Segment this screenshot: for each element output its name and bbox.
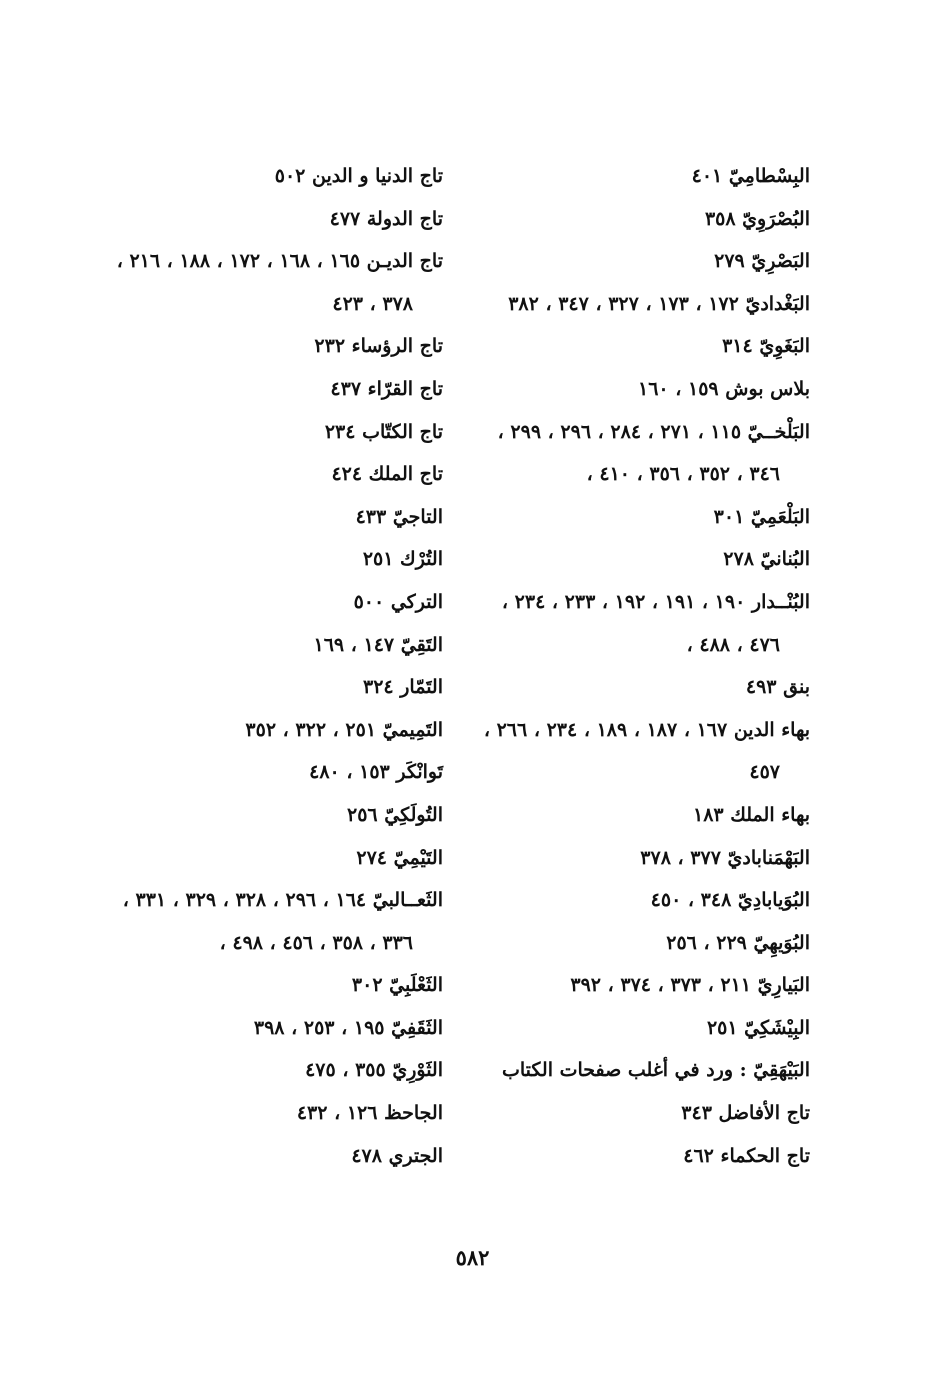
index-entry: تاج الكتّاب ٢٣٤: [324, 420, 443, 443]
index-entry: التُرْك ٢٥١: [362, 548, 443, 571]
index-entry: البَلْخــيّ ١١٥ ، ٢٧١ ، ٢٨٤ ، ٢٩٦ ، ٢٩٩ ،: [497, 420, 810, 443]
index-entry: البَيْهَقِيّ : ورد في أغلب صفحات الكتاب: [502, 1059, 810, 1082]
index-entry: التَمِيميّ ٢٥١ ، ٣٢٢ ، ٣٥٢: [245, 718, 443, 741]
page-number: ٥٨٢: [455, 1245, 490, 1270]
index-entry: البُوَيهِيّ ٢٢٩ ، ٢٥٦: [666, 931, 810, 954]
index-entry: الثَعــالبيّ ١٦٤ ، ٢٩٦ ، ٣٢٨ ، ٣٢٩ ، ٣٣١ ،: [122, 889, 443, 912]
index-entry: الجتري ٤٧٨: [351, 1144, 443, 1167]
index-entry: بهاء الدين ١٦٧ ، ١٨٧ ، ١٨٩ ، ٢٣٤ ، ٢٦٦ ،: [483, 718, 810, 741]
index-entry: البَهْمَناباديّ ٣٧٧ ، ٣٧٨: [640, 846, 810, 869]
index-entry: التُولَكِيّ ٢٥٦: [347, 803, 443, 826]
index-column-right: [460, 155, 810, 1177]
index-entry: البُوَيابادِيّ ٣٤٨ ، ٤٥٠: [650, 889, 810, 912]
index-entry: تاج الديـن ١٦٥ ، ١٦٨ ، ١٧٢ ، ١٨٨ ، ٢١٦ ،: [116, 250, 443, 273]
index-entry: تاج الحكماء ٤٦٢: [683, 1144, 810, 1167]
index-entry: تاج الأفاضل ٣٤٣: [681, 1102, 810, 1125]
index-entry: البَغَوِيّ ٣١٤: [722, 335, 810, 358]
index-entry: الجاحظ ١٢٦ ، ٤٣٢: [296, 1102, 443, 1125]
index-entry: بهاء الملك ١٨٣: [693, 803, 810, 826]
index-entry: تاج القرّاء ٤٣٧: [330, 377, 443, 400]
index-entry: البُنانيّ ٢٧٨: [723, 548, 810, 571]
index-entry: بلاس بوش ١٥٩ ، ١٦٠: [638, 377, 810, 400]
index-entry: ٣٧٨ ، ٤٢٣: [332, 292, 413, 315]
index-entry: ٤٥٧: [749, 761, 780, 784]
index-entry: الثَعْلَبِيّ ٣٠٢: [351, 974, 443, 997]
index-entry: البَلْعَمِيّ ٣٠١: [713, 505, 810, 528]
index-column-left: [93, 155, 443, 1177]
index-entry: البُنْــدار ١٩٠ ، ١٩١ ، ١٩٢ ، ٢٣٣ ، ٢٣٤ ،: [501, 590, 810, 613]
index-entry: التاجيّ ٤٣٣: [355, 505, 443, 528]
index-entry: تَوانْكَر ١٥٣ ، ٤٨٠: [309, 761, 443, 784]
index-entry: التَقِيّ ١٤٧ ، ١٦٩: [313, 633, 443, 656]
index-entry: الثَوْرِيّ ٣٥٥ ، ٤٧٥: [305, 1059, 443, 1082]
index-entry: ٣٤٦ ، ٣٥٢ ، ٣٥٦ ، ٤١٠ ،: [586, 463, 780, 486]
index-entry: التركي ٥٠٠: [353, 590, 443, 613]
index-entry: البِيْشَكِيّ ٢٥١: [706, 1016, 810, 1039]
index-entry: تاج الرؤساء ٢٣٢: [314, 335, 443, 358]
index-entry: تاج الدنيا و الدين ٥٠٢: [274, 165, 443, 187]
index-entry: البَغْداديّ ١٧٢ ، ١٧٣ ، ٣٢٧ ، ٣٤٧ ، ٣٨٢: [508, 292, 810, 315]
index-entry: تاج الدولة ٤٧٧: [329, 207, 443, 230]
index-entry: تاج الملك ٤٢٤: [331, 463, 443, 486]
index-entry: البُصْرَوِيّ ٣٥٨: [704, 207, 810, 230]
index-entry: التَيْمِيّ ٢٧٤: [356, 846, 443, 869]
index-entry: التَمّار ٣٢٤: [363, 676, 443, 699]
index-entry: الثَقَفِيّ ١٩٥ ، ٢٥٣ ، ٣٩٨: [253, 1016, 443, 1039]
index-entry: البَيارِيّ ٢١١ ، ٣٧٣ ، ٣٧٤ ، ٣٩٢: [570, 974, 810, 997]
index-entry: ٣٣٦ ، ٣٥٨ ، ٤٥٦ ، ٤٩٨ ،: [219, 931, 413, 954]
index-entry: البِسْطامِيّ ٤٠١: [691, 165, 810, 187]
index-entry: ٤٧٦ ، ٤٨٨ ،: [686, 633, 780, 656]
index-entry: بنق ٤٩٣: [745, 676, 810, 699]
index-entry: البَصْرِيّ ٢٧٩: [714, 250, 810, 273]
